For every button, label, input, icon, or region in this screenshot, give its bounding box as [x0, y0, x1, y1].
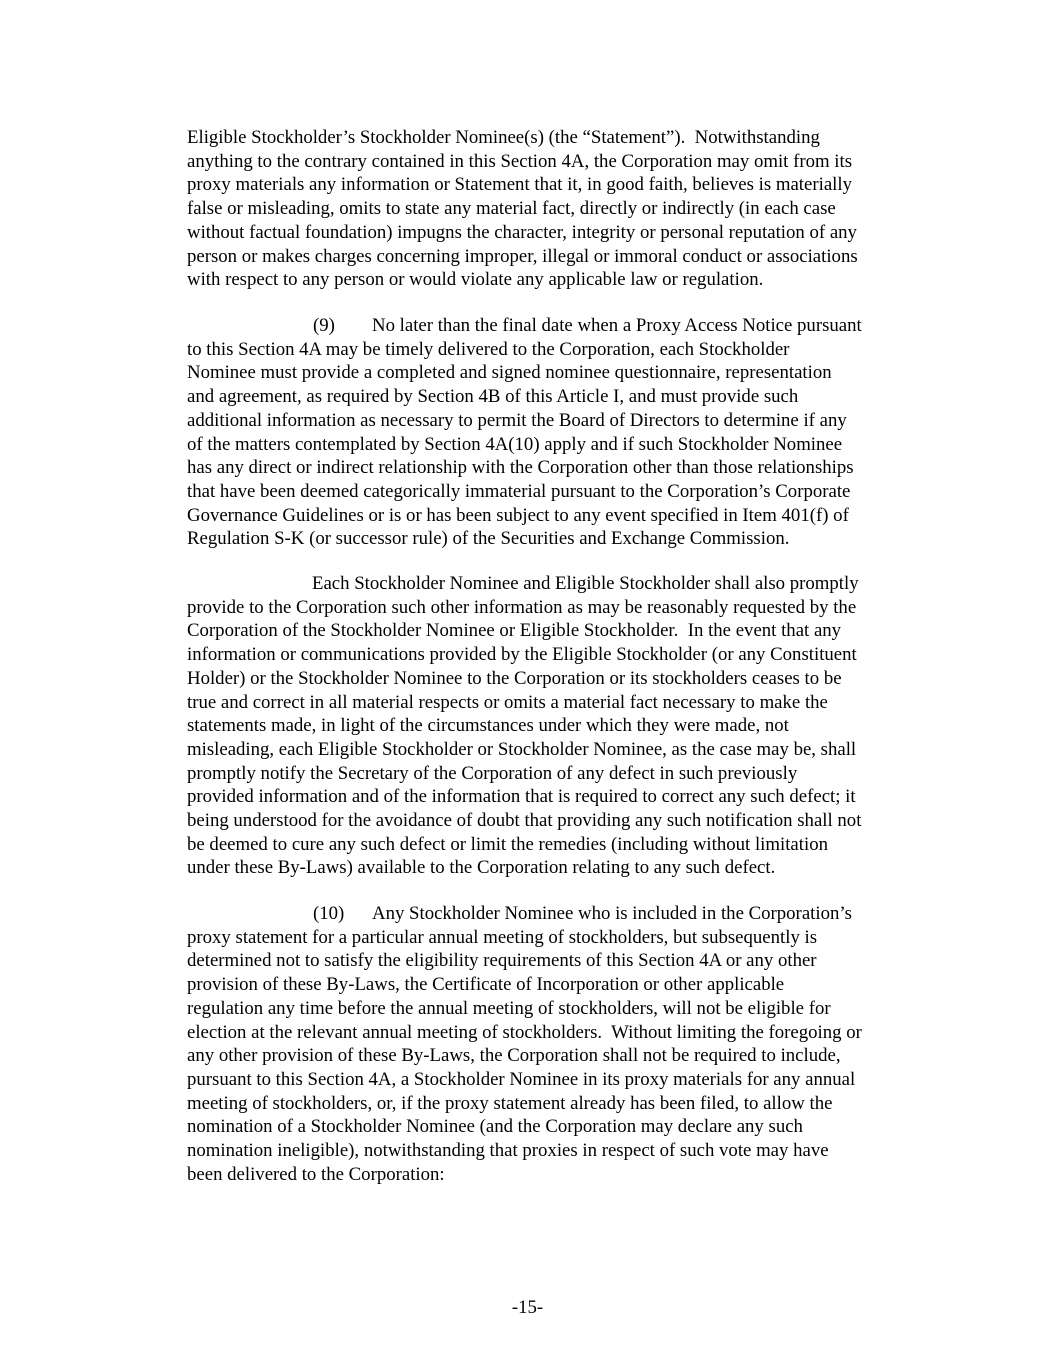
paragraph-line: additional information as necessary to permit the Board of Directors to determine if any [187, 409, 847, 431]
paragraph-line: provided information and of the information that is required to correct any such defect; it [187, 786, 856, 808]
paragraph-number: (10) [313, 903, 345, 924]
paragraph-line: meeting of stockholders, or, if the proxy statement already has been filed, to allow the [187, 1092, 833, 1114]
paragraph-line: be deemed to cure any such defect or limit the remedies (including without limitation [187, 833, 828, 855]
paragraph-line: has any direct or indirect relationship with the Corporation other than those relationships [187, 457, 854, 479]
page-number: -15- [511, 1297, 544, 1318]
paragraph-line: provide to the Corporation such other information as may be reasonably requested by the [187, 596, 857, 618]
paragraph-line: misleading, each Eligible Stockholder or Stockholder Nominee, as the case may be, shall [187, 738, 857, 760]
paragraph-line: to this Section 4A may be timely delivered to the Corporation, each Stockholder [187, 338, 790, 360]
paragraph-line: of the matters contemplated by Section 4A(10) apply and if such Stockholder Nominee [187, 433, 843, 455]
paragraph-line: statements made, in light of the circumstances under which they were made, not [187, 715, 789, 737]
paragraph-line: without factual foundation) impugns the character, integrity or personal reputation of any [187, 221, 857, 243]
paragraph-line: that have been deemed categorically immaterial pursuant to the Corporation’s Corporate [187, 480, 851, 502]
paragraph-line: proxy materials any information or Statement that it, in good faith, believes is materially [187, 174, 853, 196]
paragraph-line: being understood for the avoidance of doubt that providing any such notification shall not [187, 810, 862, 831]
paragraph-line: Eligible Stockholder’s Stockholder Nominee(s) (the “Statement”). Notwithstanding [187, 127, 820, 148]
paragraph-line: false or misleading, omits to state any material fact, directly or indirectly (in each case [187, 198, 836, 220]
paragraph-line: true and correct in all material respects or omits a material fact necessary to make the [187, 691, 828, 713]
paragraph-number: (9) [313, 315, 335, 336]
paragraph-line: been delivered to the Corporation: [187, 1163, 445, 1185]
paragraph-line: under these By-Laws) available to the Corporation relating to any such defect. [187, 857, 776, 879]
paragraph-line: regulation any time before the annual meeting of stockholders, will not be eligible for [187, 997, 831, 1019]
paragraph-line: promptly notify the Secretary of the Corporation of any defect in such previously [187, 762, 798, 784]
paragraph-line: Regulation S-K (or successor rule) of the Securities and Exchange Commission. [187, 528, 790, 550]
paragraph-line: anything to the contrary contained in this Section 4A, the Corporation may omit from its [187, 150, 853, 172]
paragraph-line: any other provision of these By-Laws, the Corporation shall not be required to include, [187, 1045, 841, 1067]
paragraph-first-line: Each Stockholder Nominee and Eligible Stockholder shall also promptly [312, 573, 859, 594]
paragraph-line: determined not to satisfy the eligibility requirements of this Section 4A or any other [187, 950, 817, 972]
paragraph-line: Holder) or the Stockholder Nominee to the Corporation or its stockholders ceases to be [187, 667, 842, 689]
paragraph-line: and agreement, as required by Section 4B of this Article I, and must provide such [187, 386, 799, 408]
paragraph-line: person or makes charges concerning improper, illegal or immoral conduct or associations [187, 245, 858, 267]
paragraph-line: pursuant to this Section 4A, a Stockholder Nominee in its proxy materials for any annual [187, 1068, 856, 1090]
paragraph-first-line: No later than the final date when a Proxy Access Notice pursuant [372, 315, 862, 336]
paragraph-line: proxy statement for a particular annual meeting of stockholders, but subsequently is [187, 926, 818, 948]
paragraph-first-line: Any Stockholder Nominee who is included in the Corporation’s [372, 903, 852, 924]
paragraph-line: nomination of a Stockholder Nominee (and the Corporation may declare any such [187, 1116, 803, 1138]
paragraph-line: election at the relevant annual meeting of stockholders. Without limiting the foregoing or [187, 1021, 862, 1043]
paragraph-line: with respect to any person or would violate any applicable law or regulation. [187, 269, 764, 291]
paragraph-line: nomination ineligible), notwithstanding that proxies in respect of such vote may have [187, 1140, 829, 1161]
paragraph-line: Governance Guidelines or is or has been subject to any event specified in Item 401(f) of [187, 504, 849, 526]
paragraph-line: Nominee must provide a completed and signed nominee questionnaire, representation [187, 362, 832, 384]
paragraph-line: provision of these By-Laws, the Certificate of Incorporation or other applicable [187, 974, 785, 996]
paragraph-line: information or communications provided by the Eligible Stockholder (or any Constituent [187, 644, 857, 666]
paragraph-line: Corporation of the Stockholder Nominee or Eligible Stockholder. In the event that any [187, 620, 842, 642]
